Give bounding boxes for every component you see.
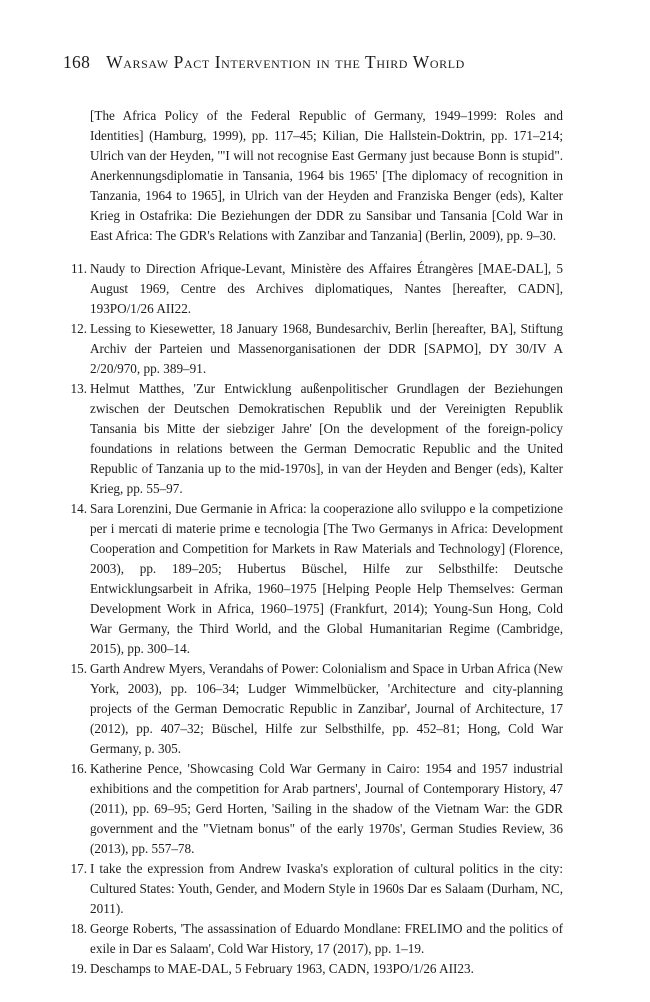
note-text: Helmut Matthes, 'Zur Entwicklung außenpolitischer Grundlagen der Beziehungen zwischen der Deutschen Demokratischen Republik und der Vereinigten Republik Tansania bis Mitte der siebziger Jahre' [On the development of the foreign-policy foundations in relations between the German Democratic Republic and the United Republic of Tanzania up to the mid-1970s], in van der Heyden and Benger (eds), Kalter Krieg, pp. 55–97. <box>90 381 563 497</box>
note-text: Lessing to Kiesewetter, 18 January 1968, Bundesarchiv, Berlin [hereafter, BA], Stiftung Archiv der Parteien und Massenorganisationen der DDR [SAPMO], DY 30/IV A 2/20/970, pp. 389–91. <box>90 321 563 377</box>
note-number: 16. <box>70 761 87 777</box>
note-text: Katherine Pence, 'Showcasing Cold War Germany in Cairo: 1954 and 1957 industrial exhibitions and the competition for Arab partners', Journal of Contemporary History, 47 (2011), pp. 69–95; Gerd Horten, 'Sailing in the shadow of the Vietnam War: the GDR government and the "Vietnam bonus" of the early 1970s', German Studies Review, 36 (2013), pp. 557–78. <box>90 761 563 857</box>
note-14 <box>63 499 563 659</box>
note-11 <box>63 259 563 319</box>
note-text: I take the expression from Andrew Ivaska's exploration of cultural politics in the city: Cultured States: Youth, Gender, and Modern Style in 1960s Dar es Salaam (Durham, NC, 2011). <box>90 861 563 917</box>
note-number: 15. <box>70 661 87 677</box>
endnotes <box>63 93 563 979</box>
note-text: George Roberts, 'The assassination of Eduardo Mondlane: FRELIMO and the politics of exile in Dar es Salaam', Cold War History, 17 (2017), pp. 1–19. <box>90 921 563 957</box>
continued-note: [The Africa Policy of the Federal Republic of Germany, 1949–1999: Roles and Identities] (Hamburg, 1999), pp. 117–45; Kilian, Die Hallstein-Doktrin, pp. 171–214; Ulrich van der Heyden, '"I will not recognise East Germany just because Bonn is stupid". Anerkennungsdiplomatie in Tansania, 1964 bis 1965' [The diplomacy of recognition in Tanzania, 1964 to 1965], in Ulrich van der Heyden and Franziska Benger (eds), Kalter Krieg in Ostafrika: Die Beziehungen der DDR zu Sansibar und Tansania [Cold War in East Africa: The GDR's Relations with Zanzibar and Tanzania] (Berlin, 2009), pp. 9–30. <box>90 108 563 244</box>
note-number: 19. <box>70 961 87 977</box>
note-number: 13. <box>70 381 87 397</box>
note-number: 17. <box>70 861 87 877</box>
note-18 <box>63 919 563 959</box>
note-text: Garth Andrew Myers, Verandahs of Power: Colonialism and Space in Urban Africa (New York, 2003), pp. 106–34; Ludger Wimmelbücker, 'Architecture and city-planning projects of the German Democratic Republic in Zanzibar', Journal of Architecture, 17 (2012), pp. 407–32; Büschel, Hilfe zur Selbsthilfe, pp. 452–81; Hong, Cold War Germany, p. 305. <box>90 661 563 757</box>
note-17 <box>63 859 563 919</box>
note-number: 11. <box>71 261 87 277</box>
note-19 <box>63 959 563 979</box>
note-text: Deschamps to MAE-DAL, 5 February 1963, CADN, 193PO/1/26 AII23. <box>90 961 474 977</box>
page-number: 168 <box>63 52 91 72</box>
note-number: 12. <box>70 321 87 337</box>
note-13 <box>63 379 563 499</box>
note-number: 18. <box>70 921 87 937</box>
note-15 <box>63 659 563 759</box>
note-16 <box>63 759 563 859</box>
note-number: 14. <box>70 501 87 517</box>
note-text: Naudy to Direction Afrique-Levant, Ministère des Affaires Étrangères [MAE-DAL], 5 August 1969, Centre des Archives diplomatiques, Nantes [hereafter, CADN], 193PO/1/26 AII22. <box>90 261 563 317</box>
note-12 <box>63 319 563 379</box>
note-text: Sara Lorenzini, Due Germanie in Africa: la cooperazione allo sviluppo e la competizione per i mercati di materie prime e tecnologia [The Two Germanys in Africa: Development Cooperation and Competition for Markets in Raw Materials and Technology] (Florence, 2003), pp. 189–205; Hubertus Büschel, Hilfe zur Selbsthilfe: Deutsche Entwicklungsarbeit in Afrika, 1960–1975 [Helping People Help Themselves: German Development Work in Africa, 1960–1975] (Frankfurt, 2014); Young-Sun Hong, Cold War Germany, the Third World, and the Global Humanitarian Regime (Cambridge, 2015), pp. 300–14. <box>90 501 563 657</box>
running-title: Warsaw Pact Intervention in the Third World <box>106 52 465 72</box>
running-head <box>63 52 603 73</box>
